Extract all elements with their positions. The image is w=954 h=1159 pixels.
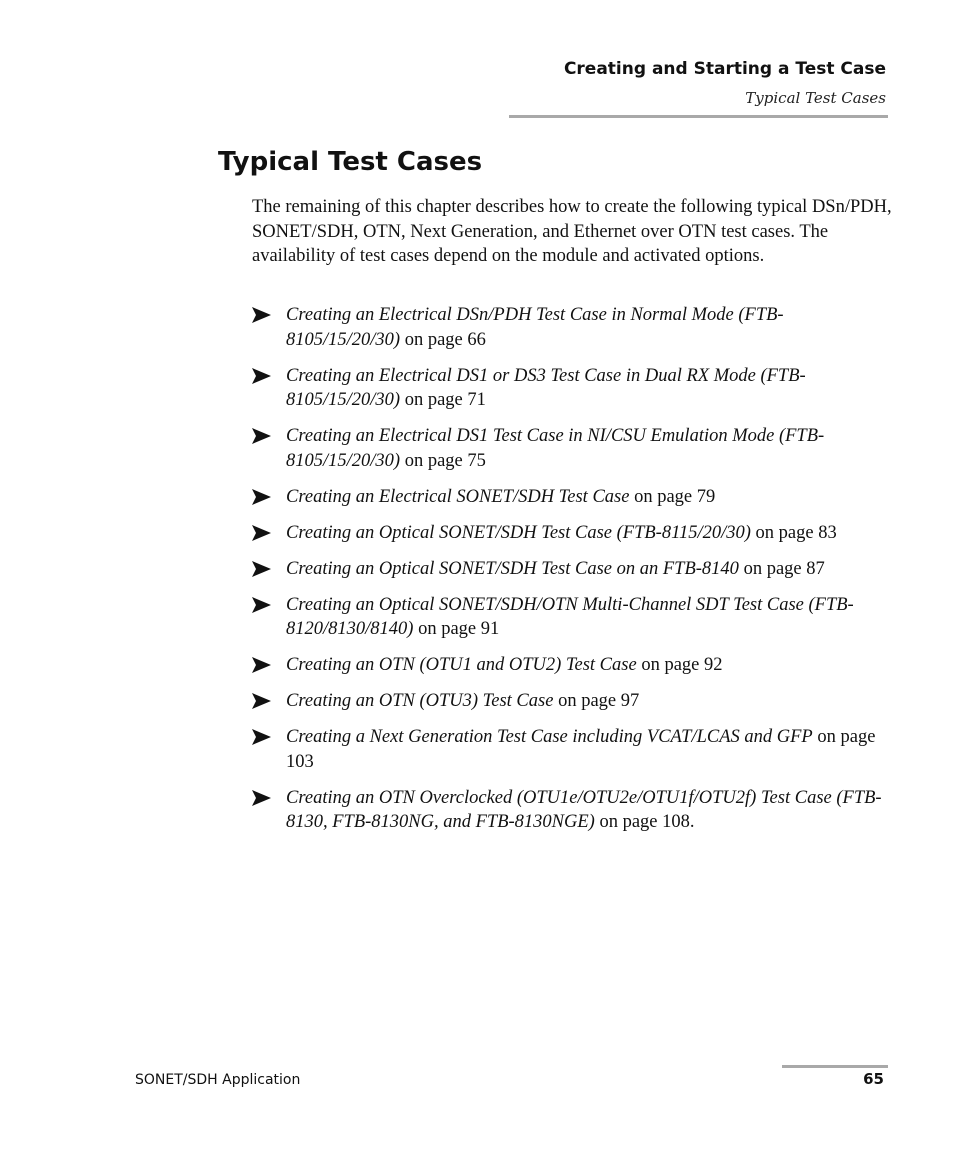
list-item — [252, 521, 892, 546]
page-reference: on page 75 — [400, 450, 486, 471]
page-reference: on page 97 — [553, 691, 640, 711]
page-number: 65 — [863, 1070, 884, 1088]
arrowhead-bullet-icon — [252, 693, 271, 709]
page-reference: on page 66 — [400, 329, 486, 350]
list-item — [252, 364, 892, 413]
test-case-list — [252, 303, 892, 846]
intro-paragraph: The remaining of this chapter describes how to create the following typical DSn/PDH, SONET/SDH, OTN, Next Generation, and Ethernet over OTN test cases. The availability of test cases depend on the module and activated options. — [252, 197, 892, 266]
arrowhead-bullet-icon — [252, 597, 271, 613]
page-reference: on page 103 — [286, 727, 876, 772]
list-item — [252, 725, 892, 774]
list-item — [252, 653, 892, 678]
list-item — [252, 689, 892, 714]
list-item — [252, 557, 892, 582]
page-reference: on page 91 — [413, 619, 500, 639]
cross-reference-link[interactable]: Creating an OTN Overclocked (OTU1e/OTU2e/OTU1f/OTU2f) Test Case (FTB-8130, FTB-8130NG, and FTB-8130NGE) — [286, 787, 882, 832]
arrowhead-bullet-icon — [252, 368, 271, 384]
cross-reference-link[interactable]: Creating an Electrical DSn/PDH Test Case in Normal Mode (FTB-8105/15/20/30) — [286, 305, 784, 350]
arrowhead-bullet-icon — [252, 561, 271, 577]
cross-reference-link[interactable]: Creating an OTN (OTU3) Test Case — [286, 691, 554, 711]
cross-reference-link[interactable]: Creating an Electrical DS1 or DS3 Test Case in Dual RX Mode (FTB-8105/15/20/30) — [286, 365, 806, 410]
arrowhead-bullet-icon — [252, 790, 271, 806]
cross-reference-link[interactable]: Creating an Optical SONET/SDH/OTN Multi-Channel SDT Test Case (FTB-8120/8130/8140) — [286, 594, 854, 639]
header-divider — [509, 115, 888, 118]
list-item — [252, 786, 892, 835]
list-item — [252, 485, 892, 510]
page-reference: on page 79 — [629, 486, 716, 507]
footer-divider — [782, 1065, 888, 1068]
footer-document-name: SONET/SDH Application — [135, 1072, 301, 1088]
running-header — [564, 58, 886, 108]
page-title: Typical Test Cases — [218, 147, 483, 177]
page-reference: on page 108. — [594, 812, 695, 832]
header-chapter-title: Creating and Starting a Test Case — [563, 59, 886, 79]
arrowhead-bullet-icon — [252, 489, 271, 505]
list-item — [252, 424, 892, 473]
arrowhead-bullet-icon — [252, 729, 271, 745]
cross-reference-link[interactable]: Creating an Electrical DS1 Test Case in NI/CSU Emulation Mode (FTB-8105/15/20/30) — [286, 426, 825, 471]
cross-reference-link[interactable]: Creating a Next Generation Test Case including VCAT/LCAS and GFP — [286, 727, 813, 747]
arrowhead-bullet-icon — [252, 428, 271, 444]
header-section-title: Typical Test Cases — [745, 89, 886, 107]
page-reference: on page 71 — [400, 390, 486, 410]
page-reference: on page 83 — [750, 522, 837, 543]
arrowhead-bullet-icon — [252, 657, 271, 673]
list-item — [252, 593, 892, 642]
arrowhead-bullet-icon — [252, 307, 271, 323]
list-item — [252, 303, 892, 352]
page-reference: on page 87 — [738, 558, 825, 579]
cross-reference-link[interactable]: Creating an Optical SONET/SDH Test Case on an FTB-8140 — [286, 558, 739, 579]
cross-reference-link[interactable]: Creating an OTN (OTU1 and OTU2) Test Case — [286, 655, 637, 675]
cross-reference-link[interactable]: Creating an Electrical SONET/SDH Test Case — [286, 486, 630, 507]
cross-reference-link[interactable]: Creating an Optical SONET/SDH Test Case (FTB-8115/20/30) — [286, 522, 751, 543]
arrowhead-bullet-icon — [252, 525, 271, 541]
page-reference: on page 92 — [636, 655, 723, 675]
